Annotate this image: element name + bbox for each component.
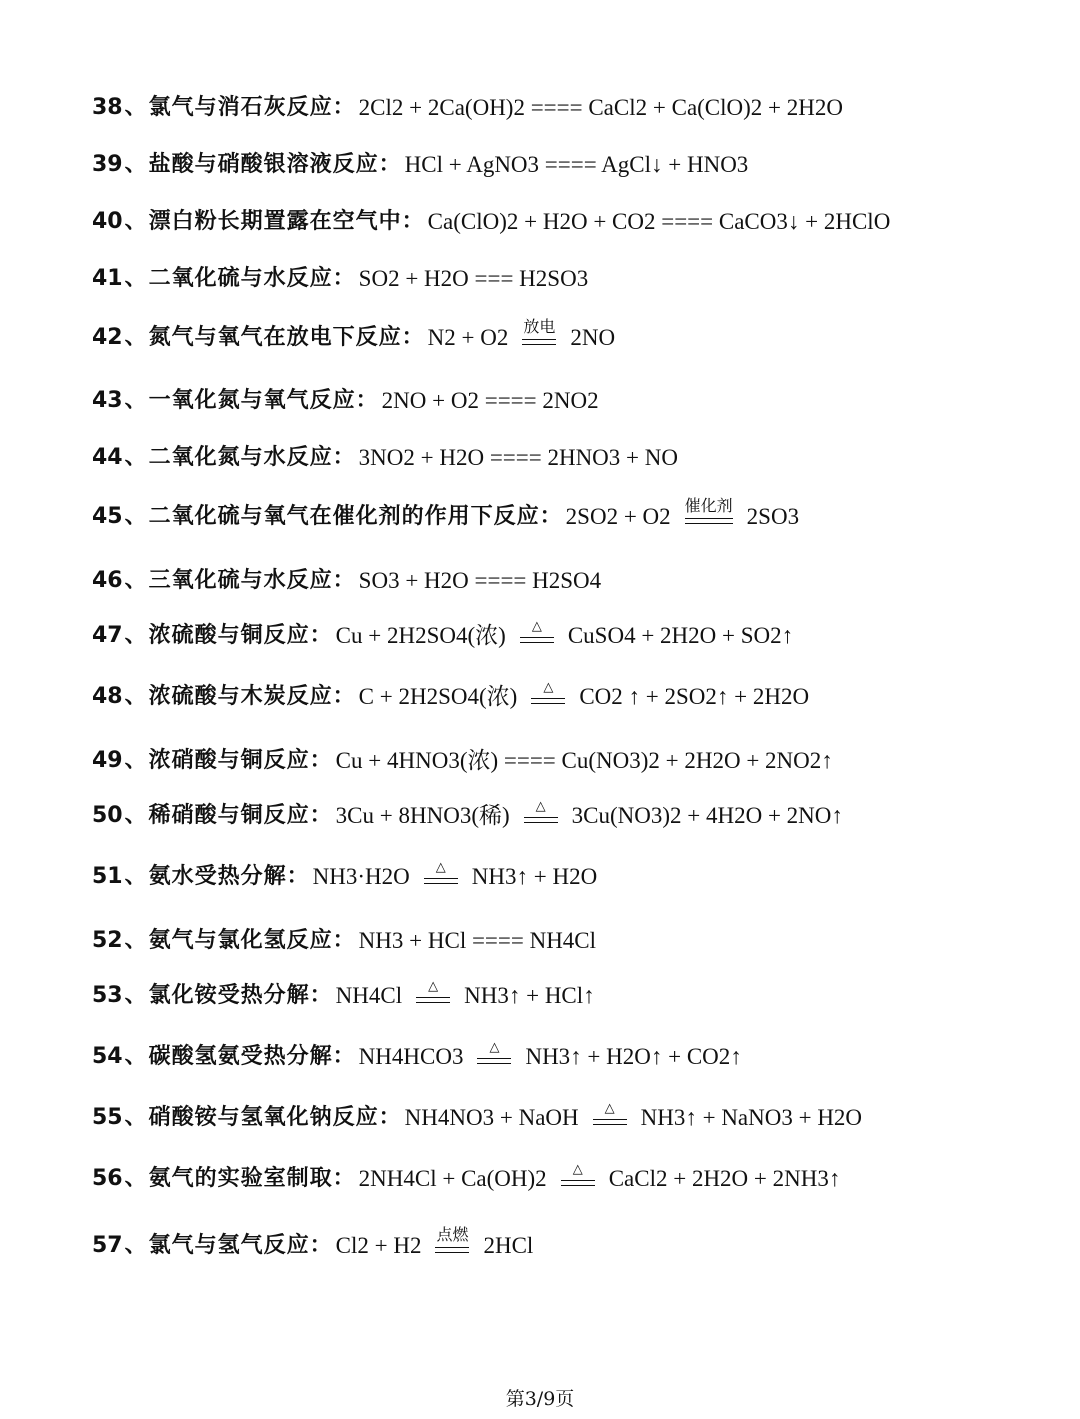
reaction-number: 49 [92,748,123,773]
separator: 、 [124,684,147,709]
reaction-condition [561,1163,595,1191]
reaction-49 [92,747,1020,775]
equation-reactants: C + 2H2SO4(浓) [358,684,518,709]
separator: 、 [124,325,147,350]
reaction-number: 53 [92,983,123,1008]
equation-products: CaCl2 + 2H2O + 2NH3↑ [608,1166,841,1191]
colon: ： [309,1233,332,1258]
reaction-name: 氨气与氯化氢反应 [148,928,333,953]
condition-label: 点燃 [436,1225,469,1244]
reaction-name: 浓硫酸与木炭反应 [148,684,333,709]
reaction-condition [685,497,733,529]
reaction-name: 氯化铵受热分解 [148,983,310,1008]
colon: ： [378,1105,401,1130]
reaction-name: 二氧化硫与水反应 [148,266,333,291]
equation-reactants: NH3·H2O [312,864,410,889]
reaction-50 [92,800,1020,830]
equation-reactants: NH4Cl [335,983,403,1008]
separator: 、 [124,504,147,529]
reaction-number: 50 [92,803,123,828]
equation: 3NO2 + H2O ==== 2HNO3 + NO [358,445,678,470]
equation-products: NH3↑ + HCl↑ [464,983,595,1008]
reaction-name: 氯气与氢气反应 [148,1233,310,1258]
equation-products: NH3↑ + H2O [471,864,598,889]
separator: 、 [124,864,147,889]
page-number: 第3/9页 [505,1388,575,1410]
separator: 、 [124,209,147,234]
equation: HCl + AgNO3 ==== AgCl↓ + HNO3 [404,152,749,177]
equation-products: 3Cu(NO3)2 + 4H2O + 2NO↑ [571,803,843,828]
reaction-name: 二氧化氮与水反应 [148,445,333,470]
reaction-number: 40 [92,209,123,234]
reaction-38 [92,94,1020,122]
reaction-number: 47 [92,623,123,648]
double-line-sign [424,878,458,884]
reaction-56 [92,1163,1020,1193]
condition-label: 放电 [523,317,556,336]
reaction-name: 氨水受热分解 [148,864,287,889]
reaction-number: 42 [92,325,123,350]
separator: 、 [124,152,147,177]
double-line-sign [531,698,565,704]
reaction-57 [92,1226,1020,1260]
colon: ： [539,504,562,529]
reaction-name: 三氧化硫与水反应 [148,568,333,593]
double-line-sign [477,1058,511,1064]
equation-reactants: Cu + 2H2SO4(浓) [335,623,506,648]
reaction-46 [92,567,1020,595]
colon: ： [401,209,424,234]
equation-products: CuSO4 + 2H2O + SO2↑ [567,623,794,648]
reaction-name: 漂白粉长期置露在空气中 [148,209,402,234]
reaction-condition [477,1041,511,1069]
colon: ： [332,1044,355,1069]
reaction-47 [92,620,1020,650]
reaction-number: 44 [92,445,123,470]
equation: 2NO + O2 ==== 2NO2 [381,388,599,413]
separator: 、 [124,1105,147,1130]
reaction-45 [92,497,1020,531]
double-line-sign [593,1119,627,1125]
colon: ： [309,803,332,828]
separator: 、 [124,388,147,413]
heat-triangle-icon: △ [604,1101,615,1116]
colon: ： [332,928,355,953]
reaction-number: 48 [92,684,123,709]
separator: 、 [124,95,147,120]
reaction-name: 硝酸铵与氢氧化钠反应 [148,1105,379,1130]
heat-triangle-icon: △ [572,1162,583,1177]
separator: 、 [124,1233,147,1258]
reaction-52 [92,927,1020,955]
equation-products: 2SO3 [746,504,800,529]
colon: ： [355,388,378,413]
reaction-condition [531,681,565,709]
equation-products: NH3↑ + H2O↑ + CO2↑ [525,1044,742,1069]
reaction-name: 浓硫酸与铜反应 [148,623,310,648]
separator: 、 [124,748,147,773]
condition-label: 催化剂 [684,496,733,515]
reaction-53 [92,980,1020,1010]
reaction-name: 氯气与消石灰反应 [148,95,333,120]
reaction-condition [416,980,450,1008]
equation-products: 2NO [570,325,616,350]
reaction-number: 57 [92,1233,123,1258]
equation: Cu + 4HNO3(浓) ==== Cu(NO3)2 + 2H2O + 2NO2↑ [335,748,833,773]
double-line-sign [522,339,556,345]
reaction-number: 43 [92,388,123,413]
heat-triangle-icon: △ [428,979,439,994]
reaction-number: 51 [92,864,123,889]
reaction-42 [92,318,1020,352]
reaction-condition [435,1226,469,1258]
colon: ： [401,325,424,350]
equation: Ca(ClO)2 + H2O + CO2 ==== CaCO3↓ + 2HClO [427,209,891,234]
equation-reactants: N2 + O2 [427,325,509,350]
equation-reactants: Cl2 + H2 [335,1233,422,1258]
equation-reactants: 3Cu + 8HNO3(稀) [335,803,510,828]
equation-products: 2HCl [483,1233,534,1258]
reaction-number: 46 [92,568,123,593]
equation-reactants: NH4NO3 + NaOH [404,1105,579,1130]
reaction-41 [92,265,1020,293]
reaction-name: 浓硝酸与铜反应 [148,748,310,773]
colon: ： [309,748,332,773]
reaction-44 [92,444,1020,472]
reaction-condition [520,620,554,648]
double-line-sign [524,817,558,823]
heat-triangle-icon: △ [535,799,546,814]
reaction-39 [92,151,1020,179]
reaction-condition [424,861,458,889]
reaction-number: 39 [92,152,123,177]
reaction-48 [92,681,1020,711]
heat-triangle-icon: △ [531,619,542,634]
equation: 2Cl2 + 2Ca(OH)2 ==== CaCl2 + Ca(ClO)2 + 2H2O [358,95,843,120]
heat-triangle-icon: △ [435,860,446,875]
colon: ： [332,95,355,120]
reaction-55 [92,1102,1020,1132]
reaction-54 [92,1041,1020,1071]
colon: ： [309,983,332,1008]
reaction-40 [92,208,1020,236]
reaction-number: 56 [92,1166,123,1191]
equation: SO2 + H2O === H2SO3 [358,266,589,291]
separator: 、 [124,803,147,828]
heat-triangle-icon: △ [489,1040,500,1055]
colon: ： [332,1166,355,1191]
equation-reactants: NH4HCO3 [358,1044,464,1069]
reaction-name: 二氧化硫与氧气在催化剂的作用下反应 [148,504,540,529]
separator: 、 [124,623,147,648]
colon: ： [332,684,355,709]
separator: 、 [124,266,147,291]
colon: ： [309,623,332,648]
equation: NH3 + HCl ==== NH4Cl [358,928,597,953]
colon: ： [332,568,355,593]
colon: ： [332,445,355,470]
equation-products: NH3↑ + NaNO3 + H2O [640,1105,863,1130]
double-line-sign [435,1247,469,1253]
equation-reactants: 2NH4Cl + Ca(OH)2 [358,1166,547,1191]
double-line-sign [416,997,450,1003]
heat-triangle-icon: △ [543,680,554,695]
double-line-sign [685,518,733,524]
equation: SO3 + H2O ==== H2SO4 [358,568,602,593]
reaction-number: 54 [92,1044,123,1069]
separator: 、 [124,1044,147,1069]
separator: 、 [124,568,147,593]
reaction-number: 38 [92,95,123,120]
reaction-name: 氮气与氧气在放电下反应 [148,325,402,350]
reaction-condition [522,318,556,350]
reaction-number: 45 [92,504,123,529]
reaction-name: 盐酸与硝酸银溶液反应 [148,152,379,177]
reaction-name: 碳酸氢氨受热分解 [148,1044,333,1069]
separator: 、 [124,1166,147,1191]
equation-reactants: 2SO2 + O2 [565,504,671,529]
reaction-name: 氨气的实验室制取 [148,1166,333,1191]
reaction-51 [92,861,1020,891]
colon: ： [332,266,355,291]
separator: 、 [124,983,147,1008]
double-line-sign [561,1180,595,1186]
reaction-condition [593,1102,627,1130]
reaction-condition [524,800,558,828]
colon: ： [286,864,309,889]
equation-products: CO2 ↑ + 2SO2↑ + 2H2O [579,684,810,709]
colon: ： [378,152,401,177]
reaction-43 [92,387,1020,415]
reaction-number: 52 [92,928,123,953]
reaction-name: 一氧化氮与氧气反应 [148,388,356,413]
double-line-sign [520,637,554,643]
reaction-number: 41 [92,266,123,291]
separator: 、 [124,928,147,953]
reaction-number: 55 [92,1105,123,1130]
separator: 、 [124,445,147,470]
reaction-name: 稀硝酸与铜反应 [148,803,310,828]
